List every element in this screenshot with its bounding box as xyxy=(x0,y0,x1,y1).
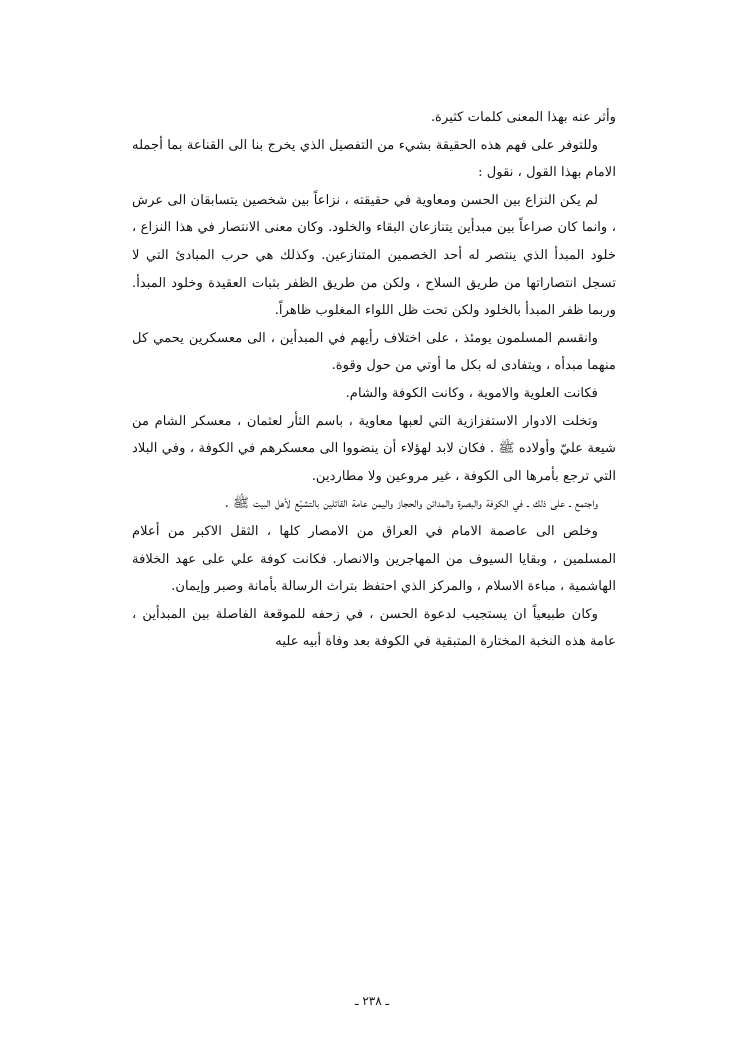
paragraph: فكانت العلوية والاموية ، وكانت الكوفة والشام. xyxy=(345,385,598,401)
paragraph: واجتمع ـ على ذلك ـ في الكوفة والبصرة والمدائن والحجاز واليمن عامة القائلين بالتشيّع لأهل البيت ﷺ . xyxy=(224,496,598,512)
paragraph: وخلص الى عاصمة الامام في العراق من الامصار كلها ، الثقل الاكبر من أعلام المسلمين ، وبقايا السيوف من المهاجرين والانصار. فكانت كوفة علي على عهد الخلافة الهاشمية ، مباءة الاسلام ، والمركز الذي احتفظ بتراث الرسالة بأمانة وصبر وإيمان. xyxy=(132,523,616,595)
body-text xyxy=(132,104,616,656)
paragraph: لم يكن النزاع بين الحسن ومعاوية في حقيقته ، نزاعاً بين شخصين يتسابقان الى عرش ، وانما كان صراعاً بين مبدأين يتنازعان البقاء والخلود. وكان معنى الانتصار في هذا النزاع ، خلود المبدأ الذي ينتصر له أحد الخصمين المتنازعين. وكذلك هي حرب المبادئ التي لا تسجل انتصاراتها من طريق السلاح ، ولكن من طريق الظفر بثبات العقيدة وخلود المبدأ. وربما ظفر المبدأ بالخلود ولكن تحت ظل اللواء المغلوب ظاهراً. xyxy=(132,192,616,319)
page-number: ـ ٢٣٨ ـ xyxy=(354,994,390,1008)
paragraph: وأثر عنه بهذا المعنى كلمات كثيرة. xyxy=(430,110,616,125)
paragraph: وللتوفر على فهم هذه الحقيقة بشيء من التفصيل الذي يخرج بنا الى القناعة بما أجمله الامام بهذا القول ، نقول : xyxy=(132,137,616,181)
paragraph: وكان طبيعياً ان يستجيب لدعوة الحسن ، في زحفه للموقعة الفاصلة بين المبدأين ، عامة هذه النخبة المختارة المتبقية في الكوفة بعد وفاة أبيه عليه xyxy=(132,606,616,650)
paragraph: وتخلت الادوار الاستفزازية التي لعبها معاوية ، باسم الثأر لعثمان ، معسكر الشام من شيعة عليّ وأولاده ﷺ . فكان لابد لهؤلاء أن ينضووا الى معسكرهم في الكوفة ، وفي البلاد التي ترجع بأمرها الى الكوفة ، غير مروعين ولا مطاردين. xyxy=(132,413,616,484)
paragraph: وانقسم المسلمون يومئذ ، على اختلاف رأيهم في المبدأين ، الى معسكرين يحمي كل منهما مبدأه ، ويتفادى له بكل ما أوتي من حول وقوة. xyxy=(132,330,616,374)
